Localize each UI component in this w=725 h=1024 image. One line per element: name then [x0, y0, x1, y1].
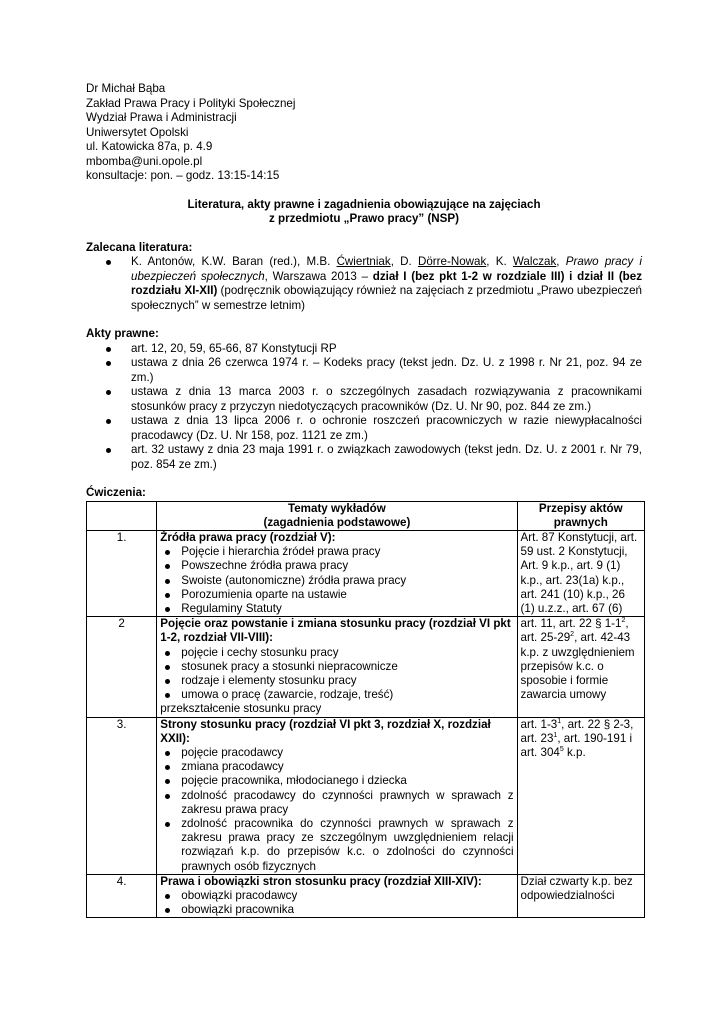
list-item: zdolność pracownika do czynności prawnych w sprawach z zakresu prawa pracy ze szczególnym uwzględnieniem relacji rozwiązań k.p. do przepisów k.c. o zdolności do czynności prawnych osób fizycznych — [160, 817, 513, 874]
list-item: ustawa z dnia 13 marca 2003 r. o szczególnych zasadach rozwiązywania z pracownikami stosunków pracy z przyczyn niedotyczących pracowników (Dz. U. Nr 90, poz. 844 ze zm.) — [86, 385, 642, 414]
row-title: Strony stosunku pracy (rozdział VI pkt 3, rozdział X, rozdział XXII): — [160, 717, 491, 745]
acts-heading: Akty prawne: — [86, 327, 159, 340]
row-rules: art. 11, art. 22 § $1-1^2$, art. $25-29^2$, art. 42-43 k.p. z uwzględnieniem przepisów k.c. o sposobie i formie zawarcia umowy — [517, 617, 644, 717]
list-item: pojęcie pracownika, młodocianego i dziecka — [160, 774, 513, 788]
office-hours: konsultacje: pon. – godz. 13:15-14:15 — [86, 169, 280, 182]
table-row — [87, 617, 645, 717]
row-topics — [157, 530, 517, 616]
exercises-table — [86, 501, 645, 919]
list-item: pojęcie pracodawcy — [160, 746, 513, 760]
list-item: ustawa z dnia 13 lipca 2006 r. o ochronie roszczeń pracowniczych w razie niewypłacalności pracodawcy (Dz. U. Nr 158, poz. 1121 ze zm.) — [86, 414, 642, 443]
table-row — [87, 874, 645, 918]
row-title: Pojęcie oraz powstanie i zmiana stosunku pracy (rozdział VI pkt 1-2, rozdział VII-VIII): — [160, 617, 511, 645]
row-number: 4. — [87, 874, 157, 918]
row-rules: art. $1-3^1$, art. 22 § 2-3, art. $23^1$, art. 190-191 i art. $304^5$ k.p. — [517, 717, 644, 874]
list-item: art. 32 ustawy z dnia 23 maja 1991 r. o związkach zawodowych (tekst jedn. Dz. U. z 2001 r. Nr 79, poz. 854 ze zm.) — [86, 443, 642, 472]
list-item: ustawa z dnia 26 czerwca 1974 r. – Kodeks pracy (tekst jedn. Dz. U. z 1998 r. Nr 21, poz. 94 ze zm.) — [86, 356, 642, 385]
list-item: Powszechne źródła prawa pracy — [160, 559, 513, 573]
row-rules: Dział czwarty k.p. bez odpowiedzialności — [517, 874, 644, 918]
list-item: stosunek pracy a stosunki niepracownicze — [160, 660, 513, 674]
table-row — [87, 717, 645, 874]
row-title: Prawa i obowiązki stron stosunku pracy (rozdział XIII-XIV): — [160, 874, 482, 888]
acts-list — [86, 342, 642, 473]
header-rules: Przepisy aktów prawnych — [517, 501, 644, 530]
row-number: 1. — [87, 530, 157, 616]
row-topics — [157, 874, 517, 918]
row-number: 3. — [87, 717, 157, 874]
email: mbomba@uni.opole.pl — [86, 154, 203, 168]
list-item: art. 12, 20, 59, 65-66, 87 Konstytucji RP — [86, 342, 642, 357]
row-topics — [157, 617, 517, 717]
title-line-2: z przedmiotu „Prawo pracy” (NSP) — [268, 212, 460, 225]
list-item: Regulaminy Statuty — [160, 602, 513, 616]
list-item: Swoiste (autonomiczne) źródła prawa pracy — [160, 574, 513, 588]
list-item: obowiązki pracodawcy — [160, 889, 513, 903]
row-topics — [157, 717, 517, 874]
author-name: Dr Michał Bąba — [86, 82, 166, 95]
row-title: Źródła prawa pracy (rozdział V): — [160, 530, 336, 544]
row-extra-text: przekształcenie stosunku pracy — [160, 702, 322, 716]
list-item: Porozumienia oparte na ustawie — [160, 588, 513, 602]
title-line-1: Literatura, akty prawne i zagadnienia obowiązujące na zajęciach — [187, 197, 541, 211]
list-item: umowa o pracę (zawarcie, rodzaje, treść) — [160, 688, 513, 702]
document-page — [86, 82, 642, 918]
header-num — [87, 501, 157, 530]
document-title — [86, 198, 642, 227]
list-item: Pojęcie i hierarchia źródeł prawa pracy — [160, 545, 513, 559]
department: Zakład Prawa Pracy i Polityki Społecznej — [86, 96, 296, 110]
exercises-heading: Ćwiczenia: — [86, 486, 146, 499]
university: Uniwersytet Opolski — [86, 125, 189, 139]
literature-item: K. Antonów, K.W. Baran (red.), M.B. Ćwiertniak, D. Dörre-Nowak, K. Walczak, Prawo pracy i ubezpieczeń społecznych, Warszawa 2013 – dział I (bez pkt 1-2 w rozdziale III) i dział II (bez rozdziału XI-XII) (podręcznik obowiązujący również na zajęciach z przedmiotu „Prawo ubezpieczeń społecznych” w semestrze letnim) — [86, 255, 642, 313]
row-rules: Art. 87 Konstytucji, art. 59 ust. 2 Konstytucji, Art. 9 k.p., art. 9 (1) k.p., art. 23(1a) k.p., art. 241 (10) k.p., 26 (1) u.z.z., art. 67 (6) — [517, 530, 644, 616]
list-item: pojęcie i cechy stosunku pracy — [160, 646, 513, 660]
header-topics: Tematy wykładów (zagadnienia podstawowe) — [157, 501, 517, 530]
address: ul. Katowicka 87a, p. 4.9 — [86, 140, 213, 153]
list-item: obowiązki pracownika — [160, 903, 513, 917]
table-header-row — [87, 501, 645, 530]
list-item: rodzaje i elementy stosunku pracy — [160, 674, 513, 688]
literature-list — [86, 255, 642, 313]
table-row — [87, 530, 645, 616]
faculty: Wydział Prawa i Administracji — [86, 111, 237, 124]
row-number: 2 — [87, 617, 157, 717]
author-header — [86, 82, 642, 184]
list-item: zmiana pracodawcy — [160, 760, 513, 774]
list-item: zdolność pracodawcy do czynności prawnych w sprawach z zakresu prawa pracy — [160, 789, 513, 817]
literature-heading: Zalecana literatura: — [86, 240, 193, 254]
